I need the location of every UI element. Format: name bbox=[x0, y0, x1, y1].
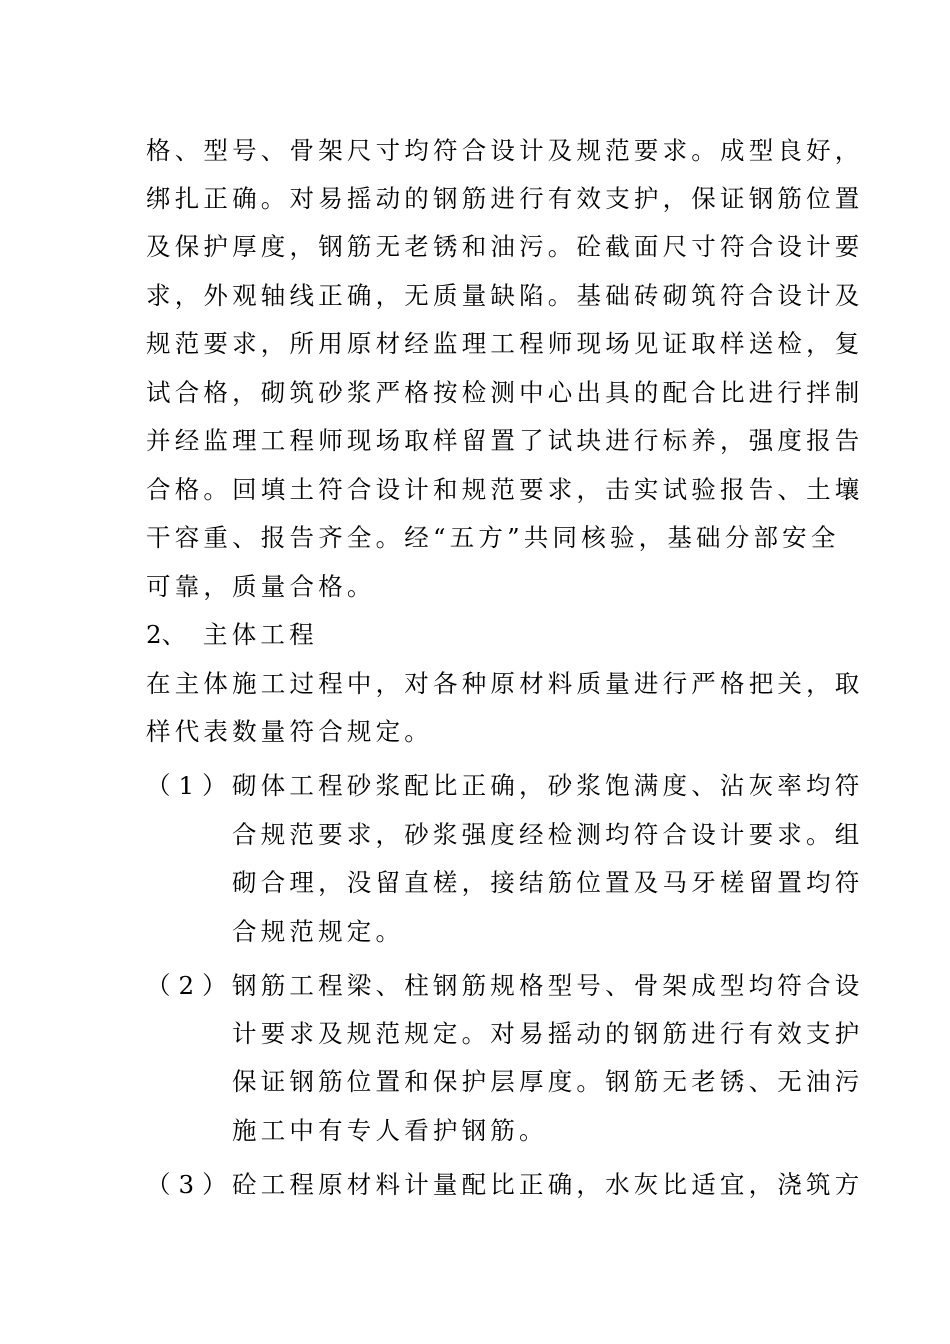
paragraph-line: 绑扎正确。对易摇动的钢筋进行有效支护，保证钢筋位置 bbox=[146, 184, 864, 213]
list-item-line: 砌合理，没留直槎，接结筋位置及马牙槎留置均符 bbox=[232, 868, 864, 897]
paragraph-line: 试合格，砌筑砂浆严格按检测中心出具的配合比进行拌制 bbox=[146, 378, 864, 407]
paragraph-line: 可靠，质量合格。 bbox=[146, 572, 376, 601]
list-item-number: （3） bbox=[146, 1170, 235, 1199]
section-number: 2、 bbox=[146, 620, 187, 649]
paragraph-line: 干容重、报告齐全。经“五方”共同核验，基础分部安全 bbox=[146, 523, 840, 552]
paragraph-line: 样代表数量符合规定。 bbox=[146, 717, 433, 746]
list-item-line: 合规范规定。 bbox=[232, 917, 405, 946]
section-title: 主体工程 bbox=[203, 620, 318, 649]
list-item-line: 合规范要求，砂浆强度经检测均符合设计要求。组 bbox=[232, 820, 864, 849]
list-item-line: 保证钢筋位置和保护层厚度。钢筋无老锈、无油污 bbox=[232, 1067, 864, 1096]
list-item-number: （1） bbox=[146, 771, 235, 800]
paragraph-line: 在主体施工过程中，对各种原材料质量进行严格把关，取 bbox=[146, 669, 864, 698]
list-item-number: （2） bbox=[146, 971, 235, 1000]
list-item-line: 钢筋工程梁、柱钢筋规格型号、骨架成型均符合设 bbox=[232, 971, 864, 1000]
paragraph-line: 格、型号、骨架尺寸均符合设计及规范要求。成型良好， bbox=[146, 136, 864, 165]
paragraph-line: 求，外观轴线正确，无质量缺陷。基础砖砌筑符合设计及 bbox=[146, 281, 864, 310]
paragraph-line: 及保护厚度，钢筋无老锈和油污。砼截面尺寸符合设计要 bbox=[146, 232, 864, 261]
paragraph-line: 合格。回填土符合设计和规范要求，击实试验报告、土壤 bbox=[146, 475, 864, 504]
list-item-line: 施工中有专人看护钢筋。 bbox=[232, 1116, 548, 1145]
list-item-line: 砌体工程砂浆配比正确，砂浆饱满度、沾灰率均符 bbox=[232, 771, 864, 800]
list-item-line: 计要求及规范规定。对易摇动的钢筋进行有效支护 bbox=[232, 1019, 864, 1048]
paragraph-line: 并经监理工程师现场取样留置了试块进行标养，强度报告 bbox=[146, 426, 864, 455]
paragraph-line: 规范要求，所用原材经监理工程师现场见证取样送检，复 bbox=[146, 329, 864, 358]
list-item-line: 砼工程原材料计量配比正确，水灰比适宜，浇筑方 bbox=[232, 1170, 864, 1199]
